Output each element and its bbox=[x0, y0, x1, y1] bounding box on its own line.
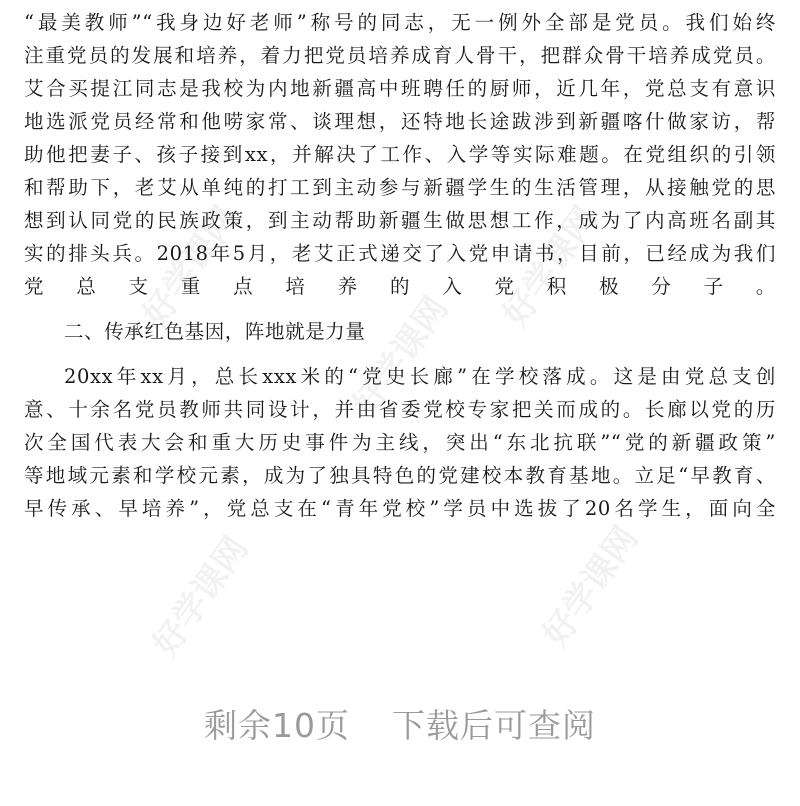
paragraph-line: 党总支重点培养的入党积极分子。 bbox=[24, 275, 776, 298]
section-heading: 二、传承红色基因，阵地就是力量 bbox=[64, 320, 366, 343]
paragraph-line: 地选派党员经常和他唠家常、谈理想，还特地长途跋涉到新疆喀什做家访，帮 bbox=[24, 110, 776, 133]
paragraph-line: 助他把妻子、孩子接到xx，并解决了工作、入学等实际难题。在党组织的引领 bbox=[24, 143, 776, 166]
watermark-text: 好学课网 bbox=[135, 199, 247, 334]
document-body bbox=[24, 0, 776, 525]
paragraph-line: 实的排头兵。2018年5月，老艾正式递交了入党申请书，目前，已经成为我们 bbox=[24, 242, 776, 265]
paragraph-line: 早传承、早培养”，党总支在“青年党校”学员中选拔了20名学生，面向全 bbox=[24, 497, 776, 520]
paragraph-line: 20xx年xx月，总长xxx米的“党史长廊”在学校落成。这是由党总支创 bbox=[64, 365, 776, 388]
paragraph-line: 注重党员的发展和培养，着力把党员培养成育人骨干，把群众骨干培养成党员。 bbox=[24, 44, 776, 67]
paragraph-line: 次全国代表大会和重大历史事件为主线，突出“东北抗联”“党的新疆政策” bbox=[24, 431, 776, 454]
remaining-pages-label: 剩余10页 bbox=[204, 706, 350, 745]
watermark-text: 好学课网 bbox=[145, 529, 257, 664]
watermark-text: 好学课网 bbox=[535, 519, 647, 654]
paragraph-line: 艾合买提江同志是我校为内地新疆高中班聘任的厨师，近几年，党总支有意识 bbox=[24, 77, 776, 100]
paragraph-line: 和帮助下，老艾从单纯的打工到主动参与新疆学生的生活管理，从接触党的思 bbox=[24, 176, 776, 199]
download-to-view-label: 下载后可查阅 bbox=[392, 706, 596, 745]
watermark-text: 好学课网 bbox=[345, 289, 457, 424]
paragraph-line: 想到认同党的民族政策，到主动帮助新疆生做思想工作，成为了内高班名副其 bbox=[24, 209, 776, 232]
paragraph-line: 等地域元素和学校元素，成为了独具特色的党建校本教育基地。立足“早教育、 bbox=[24, 464, 776, 487]
download-prompt bbox=[0, 700, 800, 747]
paragraph-line: 意、十余名党员教师共同设计，并由省委党校专家把关而成的。长廊以党的历 bbox=[24, 398, 776, 421]
paragraph-line: “最美教师”“我身边好老师”称号的同志，无一例外全部是党员。我们始终 bbox=[24, 11, 776, 34]
watermark-text: 好学课网 bbox=[495, 199, 607, 334]
